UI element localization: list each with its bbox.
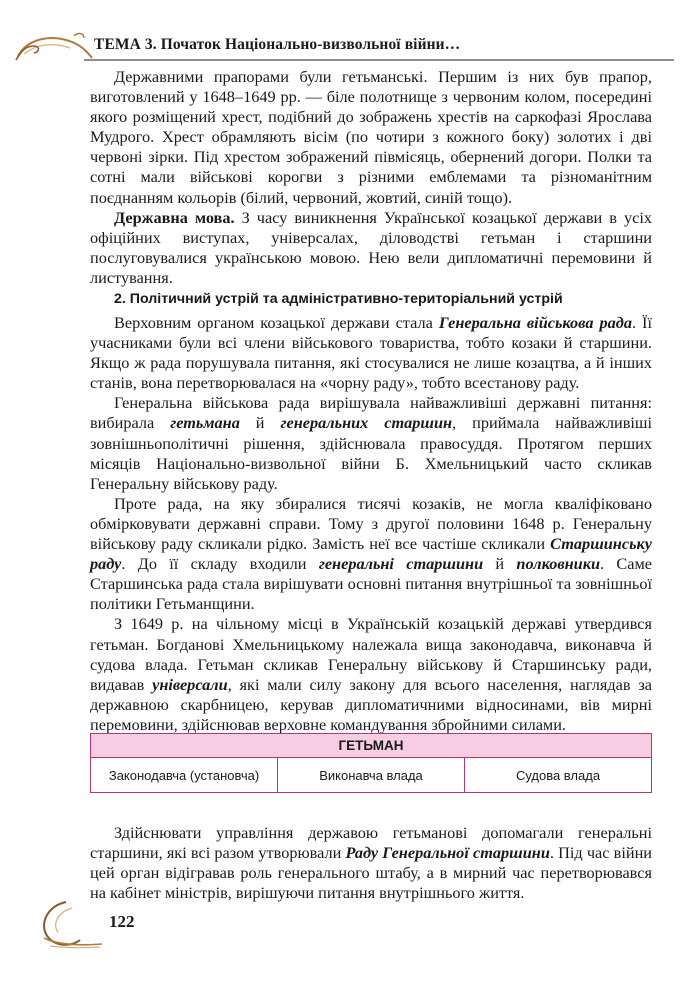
language-term: Державна мова.	[114, 207, 235, 227]
flags-language-text	[90, 67, 652, 288]
cell-executive: Виконавча влада	[278, 758, 465, 793]
chapter-topic: Початок Національно-визвольної війни…	[160, 36, 461, 53]
decorative-swirl-icon	[14, 30, 94, 62]
term-starshyna-rada: Старшинську раду	[90, 534, 652, 574]
chapter-number: ТЕМА 3.	[94, 36, 157, 53]
council-text	[90, 823, 652, 903]
page-header	[0, 30, 700, 62]
table-row	[91, 758, 652, 793]
term-universaly: універсали	[152, 674, 228, 694]
paragraph-rada-powers: Генеральна військова рада вирішувала найважливіші державні питання: вибирала гетьмана й генеральних старшин, приймала найважливіші зовнішньополітичні рішення, здійснювала правосуддя. Протягом перших місяців Національно-визвольної війни Б. Хмельницький часто скликав Генеральну військову раду.	[90, 393, 652, 493]
decorative-swirl-icon	[36, 898, 106, 950]
hetman-powers-table	[90, 733, 652, 793]
flags-paragraph: Державними прапорами були гетьманські. Першим із них був прапор, виготовлений у 1648–1649 рр. — біле полотнище з червоним колом, посередині якого розміщений хрест, подібний до зображень хрестів на саркофазі Ярослава Мудрого. Хрест обрамляють вісім (по чотири з кожного боку) золотих і дві червоні зірки. Під хрестом зображений півмісяць, обернений догори. Полки та сотні мали військові корогви з різними емблемами та різноманітним поєднанням кольорів (білий, червоний, жовтий, синій тощо).	[90, 67, 652, 207]
page-number: 122	[109, 912, 135, 931]
political-system-text	[90, 313, 652, 735]
header-divider	[84, 59, 674, 61]
table-header-hetman: ГЕТЬМАН	[91, 734, 652, 758]
cell-legislative: Законодавча (установча)	[91, 758, 278, 793]
paragraph-rada-starshyny: Здійснювати управління державою гетьманові допомагали генеральні старшини, які всі разом утворювали Раду Генеральної старшини. Під час війни цей орган відігравав роль генерального штабу, а в мирний час перетворювався на кабінет міністрів, вирішуючи питання внутрішнього життя.	[90, 823, 653, 903]
cell-judicial: Судова влада	[465, 758, 652, 793]
paragraph-starshyna-rada: Проте рада, на яку збиралися тисячі козаків, не могла кваліфіковано обмірковувати державні справи. Тому з другої половини 1648 р. Генеральну військову раду скликали рідко. Замість неї все частіше скликали Старшинську раду. До її складу входили генеральні старшини й полковники. Саме Старшинська рада стала вирішувати основні питання внутрішньої та зовнішньої політики Гетьманщини.	[90, 493, 652, 614]
term-general-rada: Генеральна військова рада	[438, 313, 632, 332]
term-polkovnyky: полковники	[516, 554, 601, 574]
paragraph-rada: Верховним органом козацької держави стала Генеральна військова рада. Її учасниками були всі члени військового товариства, тобто козаки й старшини. Якщо ж рада порушувала питання, які стосувалися не лише козацтва, а й інших станів, вона перетворювалася на «чорну раду», тобто всестанову раду.	[90, 313, 652, 393]
paragraph-hetman-powers: З 1649 р. на чільному місці в Українській козацькій державі утвердився гетьман. Богданові Хмельницькому належала вища законодавча, виконавча й судова влада. Гетьман скликав Генеральну військову й Старшинську ради, видавав універсали, які мали силу закону для всього населення, наглядав за державною скарбницею, керував дипломатичними відносинами, вів мирні перемовини, здійснював верховне командування збройними силами.	[90, 614, 652, 734]
language-paragraph: Державна мова. З часу виникнення Української козацької держави в усіх офіційних виступах, універсалах, діловодстві гетьман і старшини послуговувалися українською мовою. Нею вели дипломатичні перемовини й листування.	[90, 207, 652, 287]
chapter-title	[94, 36, 460, 54]
term-rada-generalnoi-starshyny: Раду Генеральної старшини	[345, 843, 550, 863]
term-general-starshyny: генеральних старшин	[280, 413, 453, 433]
term-hetman: гетьмана	[170, 413, 240, 433]
term-general-starshyny-2: генеральні старшини	[318, 554, 484, 574]
section-heading: 2. Політичний устрій та адміністративно-територіальний устрій	[114, 291, 563, 307]
